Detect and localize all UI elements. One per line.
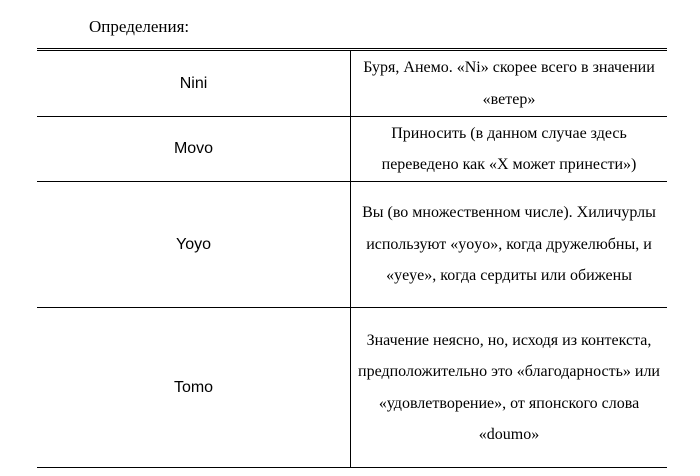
table-row bbox=[37, 182, 667, 308]
table-row bbox=[37, 308, 667, 468]
meaning-cell: Приносить (в данном случае здесь переведено как «X может принести») bbox=[351, 117, 668, 182]
term-cell: Nini bbox=[37, 50, 351, 117]
section-heading: Определения: bbox=[89, 17, 190, 36]
term-cell: Movo bbox=[37, 117, 351, 182]
term-cell: Yoyo bbox=[37, 182, 351, 308]
table-row bbox=[37, 117, 667, 182]
definitions-table bbox=[37, 48, 667, 468]
meaning-cell: Значение неясно, но, исходя из контекста, предположительно это «благодарность» или «удовлетворение», от японского слова «doumo» bbox=[351, 308, 668, 468]
meaning-cell: Буря, Анемо. «Ni» скорее всего в значении «ветер» bbox=[363, 59, 655, 108]
meaning-cell: Вы (во множественном числе). Хиличурлы используют «yoyo», когда дружелюбны, и «yeye», когда сердиты или обижены bbox=[351, 182, 668, 308]
term-cell: Tomo bbox=[37, 308, 351, 468]
table-row bbox=[37, 50, 667, 117]
